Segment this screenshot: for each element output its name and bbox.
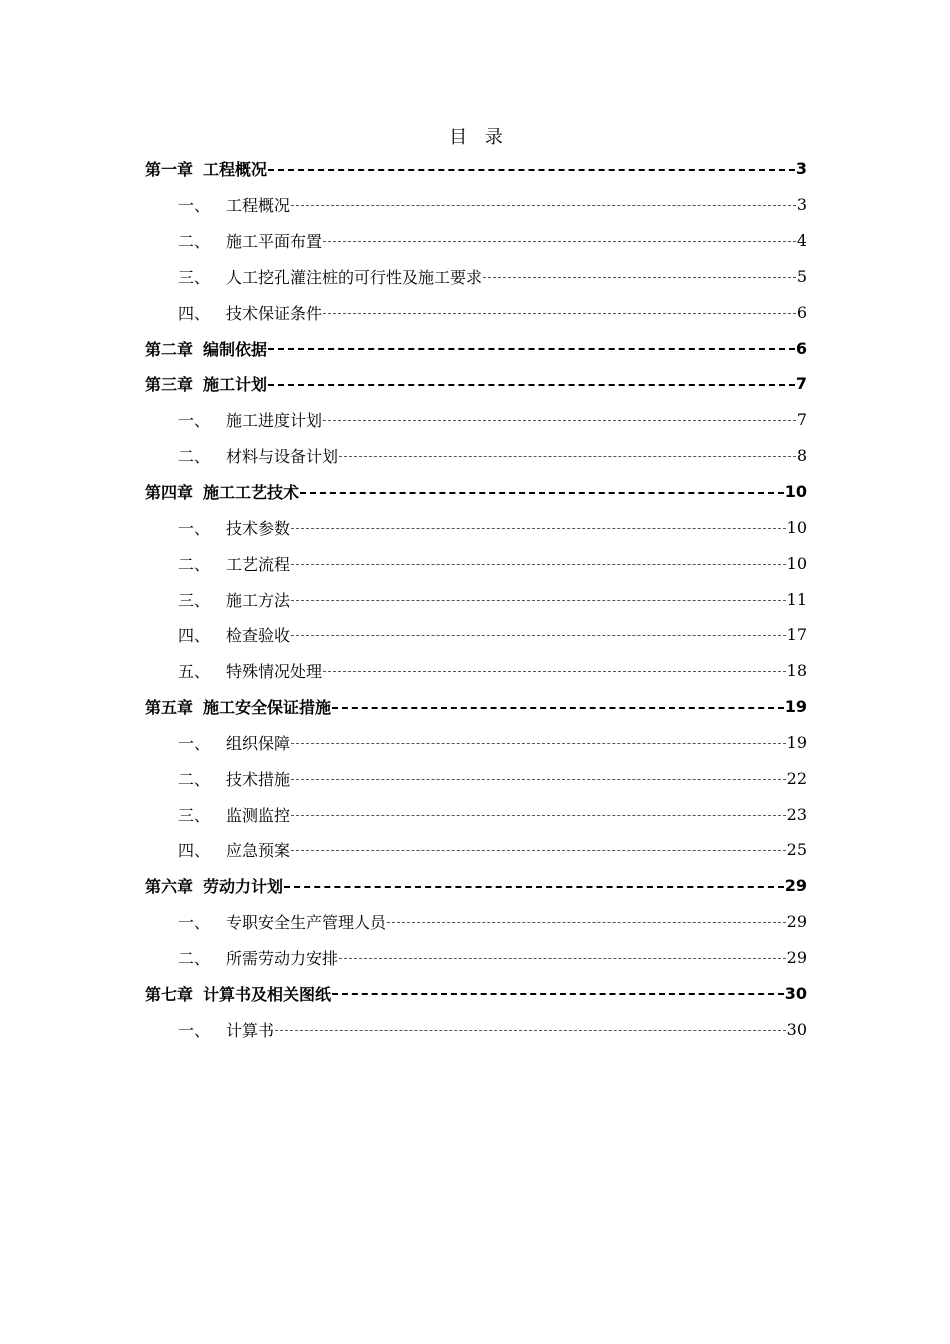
toc-entry-label: 监测监控: [226, 805, 291, 825]
toc-entry-number: 第一章: [145, 160, 194, 180]
toc-entry-number: 第四章: [145, 483, 194, 503]
toc-dot-leader: [291, 635, 786, 636]
toc-entry-page-number: 18: [786, 661, 807, 681]
toc-dot-leader: [323, 313, 796, 314]
toc-section-entry[interactable]: [145, 725, 807, 761]
toc-section-entry[interactable]: [145, 760, 807, 796]
toc-entry-label: 所需劳动力安排: [226, 948, 339, 968]
toc-entry-number: 四、: [178, 303, 211, 323]
toc-dot-leader: [323, 671, 786, 672]
toc-list: [145, 151, 807, 1047]
toc-entry-page-number: 7: [796, 410, 807, 430]
toc-dot-leader: [323, 420, 796, 421]
toc-entry-label: 施工计划: [203, 375, 268, 395]
toc-entry-label: 施工平面布置: [226, 232, 323, 252]
toc-entry-label: 劳动力计划: [203, 877, 284, 897]
toc-entry-number: 第六章: [145, 877, 194, 897]
toc-entry-label: 材料与设备计划: [226, 447, 339, 467]
toc-title: 目 录: [449, 127, 509, 148]
toc-entry-label: 专职安全生产管理人员: [226, 913, 387, 933]
toc-section-entry[interactable]: [145, 832, 807, 868]
toc-dot-leader: [268, 384, 795, 386]
toc-entry-number: 四、: [178, 841, 211, 861]
toc-section-entry[interactable]: [145, 581, 807, 617]
toc-entry-page-number: 11: [786, 589, 807, 609]
toc-dot-leader: [291, 564, 786, 565]
toc-section-entry[interactable]: [145, 509, 807, 545]
toc-entry-label: 检查验收: [226, 626, 291, 646]
toc-entry-label: 计算书及相关图纸: [203, 984, 332, 1004]
toc-entry-number: 一、: [178, 1020, 211, 1040]
toc-entry-label: 技术措施: [226, 769, 291, 789]
toc-entry-number: 第七章: [145, 984, 194, 1004]
toc-dot-leader: [332, 993, 784, 995]
toc-entry-number: 一、: [178, 518, 211, 538]
toc-entry-page-number: 5: [796, 266, 807, 286]
toc-entry-label: 应急预案: [226, 841, 291, 861]
toc-entry-page-number: 30: [786, 1019, 807, 1039]
toc-dot-leader: [291, 815, 786, 816]
toc-entry-label: 技术参数: [226, 518, 291, 538]
toc-entry-label: 施工安全保证措施: [203, 698, 332, 718]
toc-section-entry[interactable]: [145, 617, 807, 653]
toc-entry-page-number: 4: [796, 231, 807, 251]
toc-entry-page-number: 6: [796, 302, 807, 322]
toc-entry-page-number: 23: [786, 804, 807, 824]
toc-entry-number: 二、: [178, 769, 211, 789]
toc-entry-label: 施工工艺技术: [203, 483, 300, 503]
toc-entry-label: 施工方法: [226, 590, 291, 610]
toc-entry-number: 第五章: [145, 698, 194, 718]
toc-entry-number: 三、: [178, 590, 211, 610]
toc-entry-number: 五、: [178, 662, 211, 682]
toc-entry-page-number: 22: [786, 768, 807, 788]
toc-entry-page-number: 3: [795, 159, 807, 179]
toc-dot-leader: [387, 922, 786, 923]
toc-section-entry[interactable]: [145, 653, 807, 689]
toc-entry-number: 三、: [178, 805, 211, 825]
toc-dot-leader: [483, 277, 796, 278]
toc-section-entry[interactable]: [145, 402, 807, 438]
toc-dot-leader: [291, 600, 786, 601]
toc-entry-number: 四、: [178, 626, 211, 646]
toc-entry-number: 二、: [178, 554, 211, 574]
toc-entry-number: 一、: [178, 913, 211, 933]
toc-chapter-entry[interactable]: [145, 689, 807, 725]
toc-entry-label: 工艺流程: [226, 554, 291, 574]
toc-entry-number: 第二章: [145, 339, 194, 359]
toc-entry-page-number: 8: [796, 446, 807, 466]
toc-section-entry[interactable]: [145, 545, 807, 581]
toc-entry-label: 人工挖孔灌注桩的可行性及施工要求: [226, 267, 483, 287]
toc-section-entry[interactable]: [145, 259, 807, 295]
toc-entry-page-number: 19: [786, 732, 807, 752]
toc-entry-number: 一、: [178, 411, 211, 431]
toc-entry-page-number: 3: [796, 195, 807, 215]
toc-entry-number: 二、: [178, 447, 211, 467]
toc-entry-page-number: 6: [795, 338, 807, 358]
toc-dot-leader: [332, 707, 784, 709]
toc-entry-page-number: 30: [784, 983, 807, 1003]
toc-chapter-entry[interactable]: [145, 868, 807, 904]
toc-chapter-entry[interactable]: [145, 330, 807, 366]
toc-entry-page-number: 7: [795, 374, 807, 394]
toc-chapter-entry[interactable]: [145, 975, 807, 1011]
toc-entry-page-number: 29: [784, 876, 807, 896]
toc-entry-label: 特殊情况处理: [226, 662, 323, 682]
toc-section-entry[interactable]: [145, 294, 807, 330]
toc-dot-leader: [291, 743, 786, 744]
toc-entry-page-number: 10: [786, 517, 807, 537]
toc-entry-label: 技术保证条件: [226, 303, 323, 323]
toc-entry-label: 工程概况: [226, 196, 291, 216]
toc-entry-page-number: 17: [786, 625, 807, 645]
toc-dot-leader: [291, 850, 786, 851]
toc-chapter-entry[interactable]: [145, 366, 807, 402]
toc-entry-label: 组织保障: [226, 733, 291, 753]
toc-entry-page-number: 25: [786, 840, 807, 860]
toc-section-entry[interactable]: [145, 187, 807, 223]
toc-section-entry[interactable]: [145, 223, 807, 259]
toc-dot-leader: [300, 492, 784, 494]
toc-dot-leader: [268, 169, 795, 171]
toc-entry-page-number: 10: [784, 482, 807, 502]
toc-section-entry[interactable]: [145, 438, 807, 474]
toc-dot-leader: [268, 348, 795, 350]
toc-dot-leader: [291, 205, 796, 206]
toc-entry-label: 施工进度计划: [226, 411, 323, 431]
toc-dot-leader: [339, 456, 796, 457]
toc-chapter-entry[interactable]: [145, 151, 807, 187]
toc-section-entry[interactable]: [145, 796, 807, 832]
toc-entry-label: 计算书: [226, 1020, 275, 1040]
toc-entry-number: 一、: [178, 733, 211, 753]
toc-entry-page-number: 29: [786, 947, 807, 967]
toc-dot-leader: [291, 779, 786, 780]
toc-section-entry[interactable]: [145, 904, 807, 940]
toc-section-entry[interactable]: [145, 1011, 807, 1047]
toc-entry-number: 一、: [178, 196, 211, 216]
toc-dot-leader: [339, 958, 786, 959]
toc-entry-number: 二、: [178, 232, 211, 252]
toc-entry-number: 二、: [178, 948, 211, 968]
toc-entry-number: 第三章: [145, 375, 194, 395]
toc-section-entry[interactable]: [145, 940, 807, 976]
toc-entry-label: 编制依据: [203, 339, 268, 359]
toc-dot-leader: [323, 241, 796, 242]
toc-entry-number: 三、: [178, 267, 211, 287]
toc-chapter-entry[interactable]: [145, 474, 807, 510]
table-of-contents: [145, 126, 807, 1047]
toc-entry-page-number: 29: [786, 912, 807, 932]
toc-dot-leader: [291, 528, 786, 529]
toc-dot-leader: [284, 886, 784, 888]
toc-dot-leader: [275, 1030, 786, 1031]
toc-entry-label: 工程概况: [203, 160, 268, 180]
toc-entry-page-number: 19: [784, 697, 807, 717]
toc-entry-page-number: 10: [786, 553, 807, 573]
